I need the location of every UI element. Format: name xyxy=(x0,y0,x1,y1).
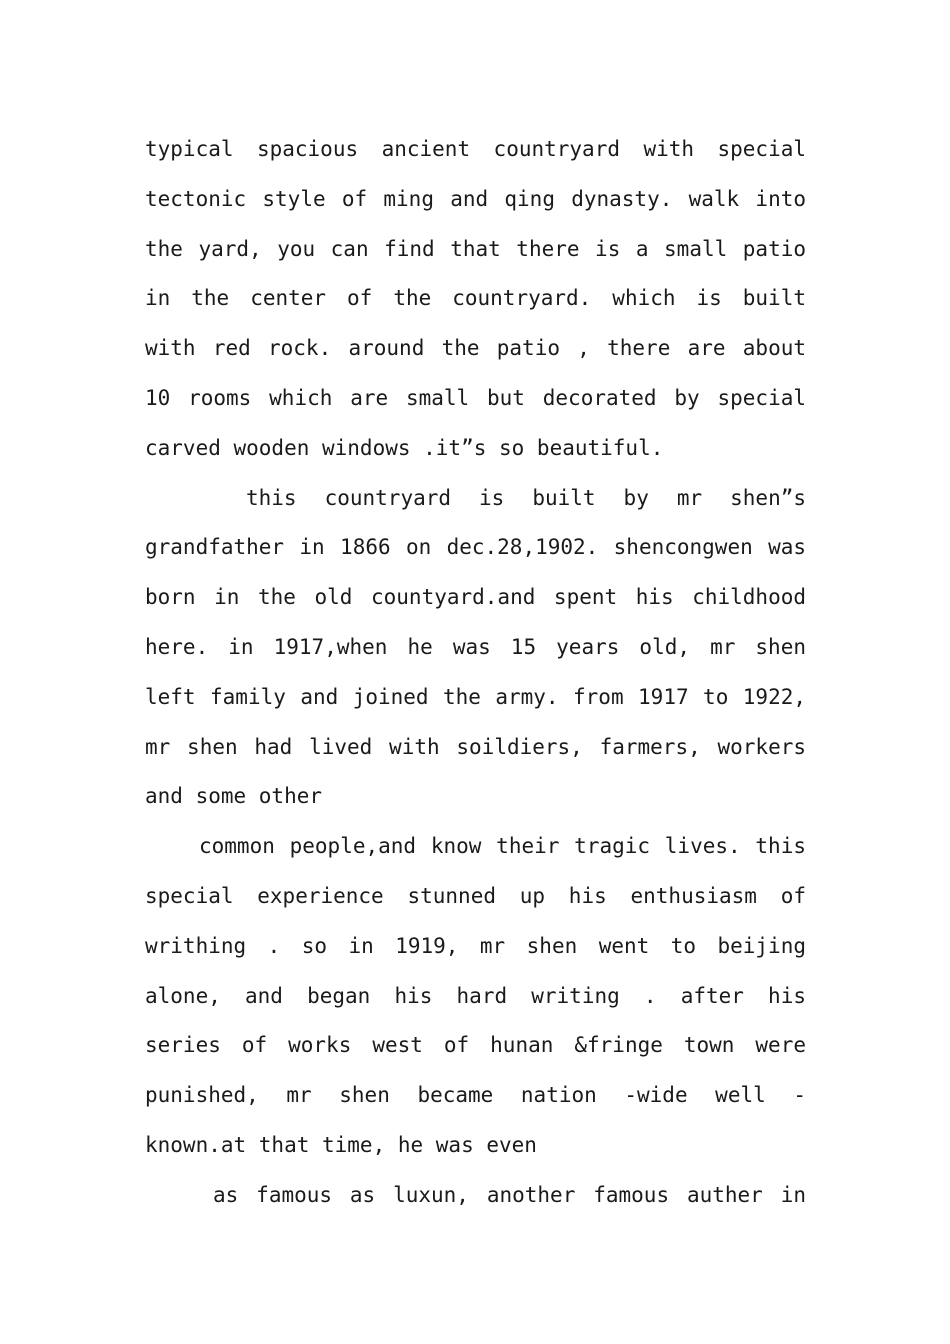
text-line-5: with red rock. around the patio , there are about xyxy=(145,336,806,361)
text-line-11: here. in 1917,when he was 15 years old, mr shen xyxy=(145,634,806,659)
text-line-6: 10 rooms which are small but decorated by special xyxy=(145,385,806,410)
text-line-1: typical spacious ancient countryard with special xyxy=(145,137,806,161)
text-line-17: writhing . so in 1919, mr shen went to beijing xyxy=(145,933,806,958)
text-line-14: and some other xyxy=(145,784,323,809)
text-line-20: punished, mr shen became nation -wide well - xyxy=(145,1083,806,1108)
text-line-8: this countryard is built by mr shen”s xyxy=(246,485,806,510)
body-text xyxy=(145,125,806,1221)
text-line-21: known.at that time, he was even xyxy=(145,1132,537,1157)
text-line-3: the yard, you can find that there is a small patio xyxy=(145,236,806,261)
text-line-9: grandfather in 1866 on dec.28,1902. shencongwen was xyxy=(145,535,806,560)
text-line-12: left family and joined the army. from 1917 to 1922, xyxy=(145,684,806,709)
text-line-16: special experience stunned up his enthusiasm of xyxy=(145,883,806,908)
text-line-15: common people,and know their tragic lives. this xyxy=(199,834,806,859)
text-line-4: in the center of the countryard. which is built xyxy=(145,286,806,311)
text-line-2: tectonic style of ming and qing dynasty. walk into xyxy=(145,186,806,211)
text-line-19: series of works west of hunan &fringe town were xyxy=(145,1033,806,1058)
text-line-13: mr shen had lived with soildiers, farmers, workers xyxy=(145,734,806,759)
text-line-7: carved wooden windows .it”s so beautiful. xyxy=(145,435,664,460)
text-line-10: born in the old countyard.and spent his childhood xyxy=(145,585,806,610)
text-line-22: as famous as luxun, another famous auther in xyxy=(213,1182,806,1207)
text-line-18: alone, and began his hard writing . after his xyxy=(145,983,806,1008)
